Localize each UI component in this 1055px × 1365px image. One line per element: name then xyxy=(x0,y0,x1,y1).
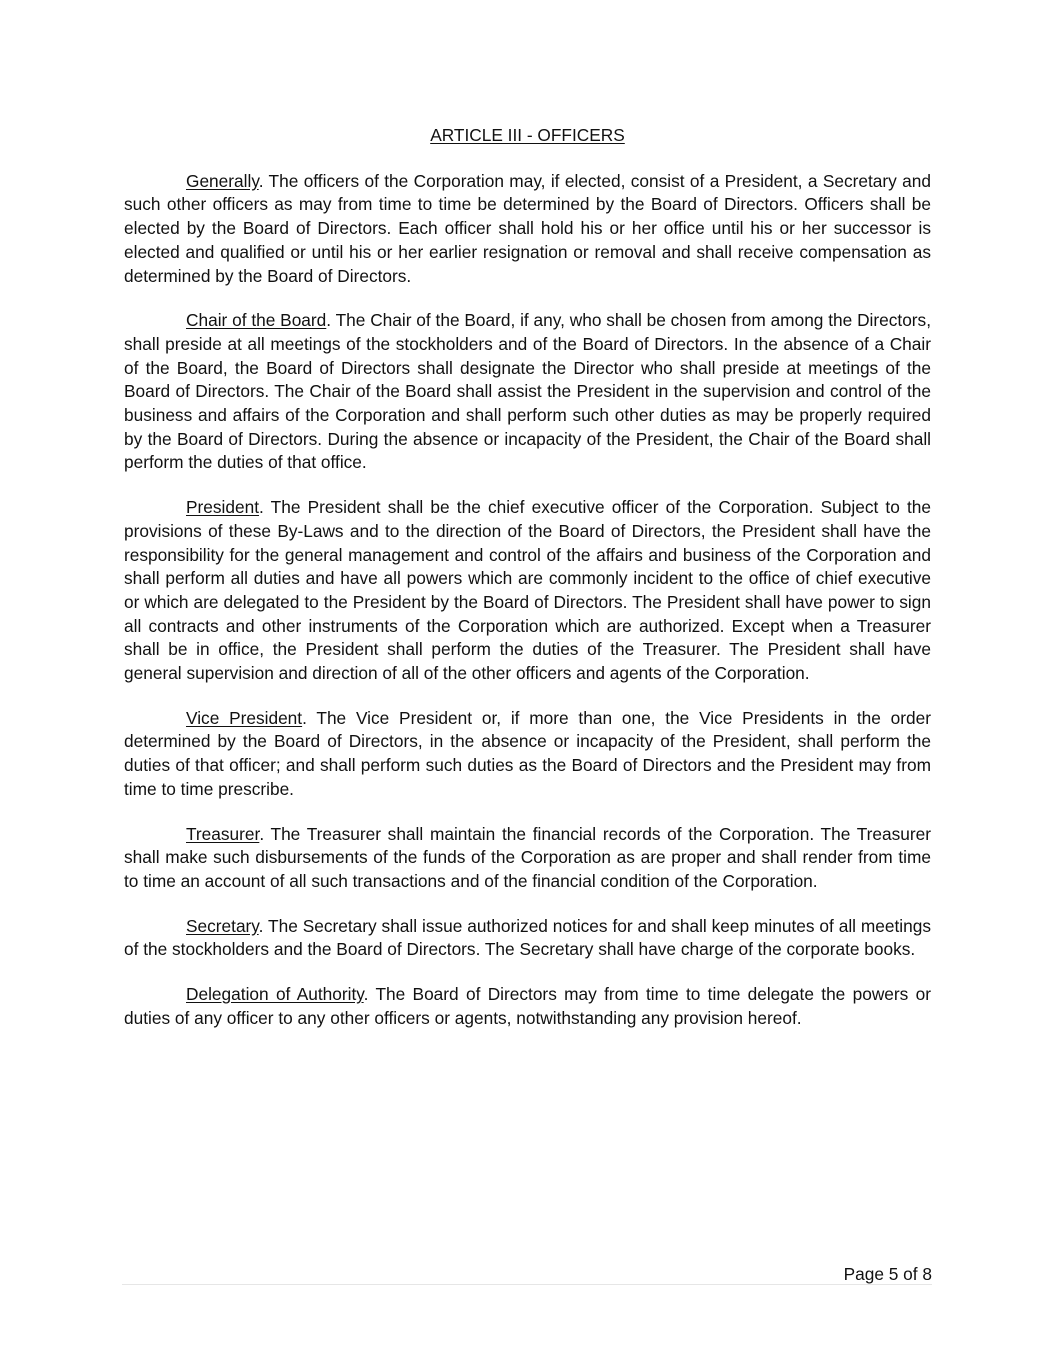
section-generally xyxy=(124,170,931,289)
section-chair-of-the-board xyxy=(124,309,931,475)
section-body: . The Chair of the Board, if any, who shall be chosen from among the Directors, shall preside at all meetings of the stockholders and of the Board of Directors. In the absence of a Chair of the Board, the Board of Directors shall designate the Director who shall preside at meetings of the Board of Directors. The Chair of the Board shall assist the President in the supervision and control of the business and affairs of the Corporation and shall perform such other duties as may be properly required by the Board of Directors. During the absence or incapacity of the President, the Chair of the Board shall perform the duties of that office. xyxy=(124,310,931,473)
section-heading: Delegation of Authority xyxy=(186,984,364,1005)
section-heading: Generally xyxy=(186,170,259,191)
article-title: ARTICLE III - OFFICERS xyxy=(430,125,625,145)
section-body: . The officers of the Corporation may, if elected, consist of a President, a Secretary and such other officers as may from time to time be determined by the Board of Directors. Officers shall be elected by the Board of Directors. Each officer shall hold his or her office until his or her successor is elected and qualified or until his or her earlier resignation or removal and shall receive compensation as determined by the Board of Directors. xyxy=(124,170,931,286)
section-body: . The Treasurer shall maintain the financial records of the Corporation. The Treasurer shall make such disbursements of the funds of the Corporation as are proper and shall render from time to time an account of all such transactions and of the financial condition of the Corporation. xyxy=(124,823,931,891)
section-vice-president xyxy=(124,707,931,802)
section-heading: Chair of the Board xyxy=(186,310,327,331)
footer-divider xyxy=(122,1284,932,1285)
section-heading: President xyxy=(186,497,260,518)
section-body: . The Vice President or, if more than one, the Vice Presidents in the order determined by the Board of Directors, in the absence or incapacity of the President, shall perform the duties of that officer; and shall perform such duties as the Board of Directors and the President may from time to time prescribe. xyxy=(124,707,931,799)
section-body: . The President shall be the chief executive officer of the Corporation. Subject to the provisions of these By-Laws and to the direction of the Board of Directors, the President shall have the responsibility for the general management and control of the affairs and business of the Corporation and shall perform all duties and have all powers which are commonly incident to the office of chief executive or which are delegated to the President by the Board of Directors. The President shall have power to sign all contracts and other instruments of the Corporation which are authorized. Except when a Treasurer shall be in office, the President shall perform the duties of the Treasurer. The President shall have general supervision and direction of all of the other officers and agents of the Corporation. xyxy=(124,497,931,684)
section-delegation-of-authority xyxy=(124,983,931,1030)
page-content xyxy=(124,124,931,1052)
section-president xyxy=(124,496,931,686)
section-treasurer xyxy=(124,823,931,894)
page-number: Page 5 of 8 xyxy=(843,1264,932,1284)
section-heading: Secretary xyxy=(186,915,259,936)
section-body: . The Board of Directors may from time to time delegate the powers or duties of any officer to any other officers or agents, notwithstanding any provision hereof. xyxy=(124,984,931,1028)
section-heading: Vice President xyxy=(186,707,303,728)
section-secretary xyxy=(124,915,931,962)
section-body: . The Secretary shall issue authorized notices for and shall keep minutes of all meetings of the stockholders and the Board of Directors. The Secretary shall have charge of the corporate books. xyxy=(124,915,931,960)
section-heading: Treasurer xyxy=(186,823,260,844)
